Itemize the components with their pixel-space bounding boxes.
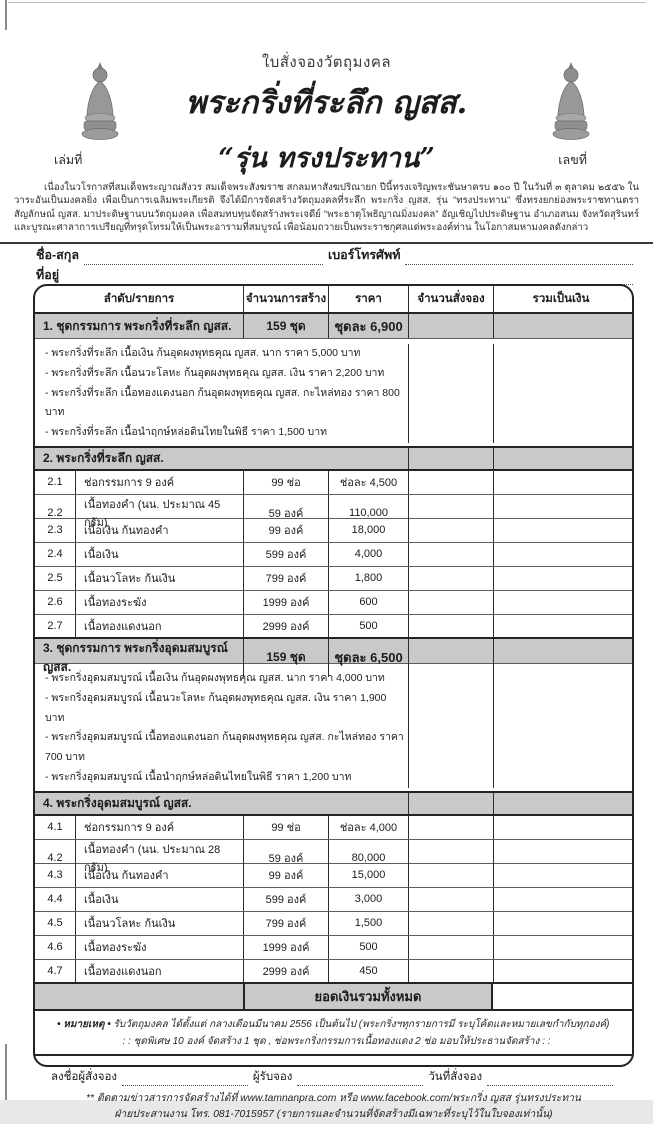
total-cell[interactable]: [493, 669, 628, 788]
total-cell[interactable]: [493, 864, 628, 887]
section3-title: 3. ชุดกรรมการ พระกริ่งอุดมสมบูรณ์ ญสส.: [43, 640, 228, 674]
row-price: 450: [328, 960, 408, 982]
table-row: [35, 519, 632, 543]
total-cell[interactable]: [493, 793, 628, 814]
row-item: เนื้อทองคำ (นน. ประมาณ 28 กรัม): [75, 840, 243, 876]
phone-field-label: เบอร์โทรศัพท์: [327, 248, 401, 262]
section1-title: 1. ชุดกรรมการ พระกริ่งที่ระลึก ญสส.: [43, 318, 232, 333]
total-cell[interactable]: [493, 344, 628, 443]
order-cell[interactable]: [408, 960, 493, 982]
column-header-item: ลำดับ/รายการ: [103, 293, 175, 305]
scan-artifact-line: [5, 1044, 7, 1100]
section3-header-row: [35, 639, 632, 674]
bullet-item: - พระกริ่งที่ระลึก เนื้อเงิน ก้นอุดผงพุทธคุณ ญสส. นาก ราคา 5,000 บาท: [45, 347, 361, 359]
customer-fields: [36, 248, 638, 288]
receiver-signature-label: ผู้รับจอง: [252, 1070, 293, 1083]
table-row: [35, 888, 632, 912]
grand-total-label: ยอดเงินรวมทั้งหมด: [243, 984, 493, 1009]
row-price: 15,000: [328, 864, 408, 887]
section2-header-row: [35, 448, 632, 471]
row-item: เนื้อนวโลหะ ก้นเงิน: [75, 567, 243, 590]
divider-line: [0, 242, 653, 244]
bullet-item: - พระกริ่งที่ระลึก เนื้อนำฤกษ์หล่อดินไทยในพิธี ราคา 1,500 บาท: [45, 426, 328, 439]
section1-qty: 159 ชุด: [243, 314, 328, 338]
order-cell[interactable]: [408, 669, 493, 788]
row-number: 4.4: [47, 893, 63, 906]
table-row: [35, 543, 632, 567]
order-cell[interactable]: [408, 793, 493, 814]
column-header-price: ราคา: [328, 286, 408, 312]
table-row: [35, 936, 632, 960]
order-cell[interactable]: [408, 448, 493, 469]
total-cell[interactable]: [493, 936, 628, 959]
address-input-line[interactable]: [64, 271, 633, 285]
section1-detail-row: [35, 339, 632, 448]
total-cell[interactable]: [493, 519, 628, 542]
total-row-spacer: [35, 984, 243, 1009]
order-table-box: [33, 284, 634, 1121]
section1-bullet-list: [35, 344, 408, 443]
column-header-total-amount: รวมเป็นเงิน: [493, 286, 628, 312]
note-line: : : ชุดพิเศษ 10 องค์ จัดสร้าง 1 ชุด , ช่อพระกริ่งกรรมการเนื้อทองแดง 2 ช่อ มอบให้ประธานจัดสร้าง : :: [122, 1035, 551, 1047]
row-item: ช่อกรรมการ 9 องค์: [75, 471, 243, 494]
order-cell[interactable]: [408, 864, 493, 887]
order-date-label: วันที่สั่งจอง: [428, 1070, 483, 1083]
row-qty: 59 องค์: [243, 495, 328, 531]
footer-section: [35, 1091, 632, 1124]
signature-row: [35, 1056, 632, 1088]
note-text: รับวัตถุมงคล ได้ตั้งแต่ กลางเดือนมีนาคม 2556 เป็นต้นไป (พระกริ่งฯทุกรายการมี ระบุโค้ดและหมายเลขกำกับทุกองค์): [110, 1018, 610, 1030]
column-header-order-quantity: จำนวนสั่งจอง: [408, 286, 493, 312]
page-title: พระกริ่งที่ระลึก ญสส.: [185, 85, 468, 121]
section3-price: ชุดละ 6,500: [328, 639, 408, 677]
row-item: เนื้อเงิน: [75, 543, 243, 566]
form-header: [0, 50, 653, 179]
table-row: [35, 912, 632, 936]
total-cell[interactable]: [493, 615, 628, 637]
phone-input-line[interactable]: [405, 251, 633, 265]
note-label: • หมายเหตุ •: [57, 1018, 111, 1030]
row-number: 2.2: [47, 506, 63, 519]
order-cell[interactable]: [408, 519, 493, 542]
table-row: [35, 567, 632, 591]
footer-contact-line: ** ติดตามข่าวสารการจัดสร้างได้ที่ www.tamnanpra.com หรือ www.facebook.com/พระกริ่ง ญสส รุ่นทรงประทาน: [86, 1092, 581, 1104]
section3-qty: 159 ชุด: [243, 639, 328, 677]
footer-phone-line: ฝ่ายประสานงาน โทร. 081-7015957 (รายการและจำนวนที่จัดสร้างมีเฉพาะที่ระบุไว้ในใบจองเท่านั้น): [114, 1109, 553, 1121]
row-item: เนื้อทองคำ (นน. ประมาณ 45 กรัม): [75, 495, 243, 531]
name-input-line[interactable]: [84, 251, 323, 265]
row-item: เนื้อเงิน ก้นทองคำ: [75, 864, 243, 887]
row-item: เนื้อทองแดงนอก: [75, 960, 243, 982]
row-qty: 2999 องค์: [243, 960, 328, 982]
total-cell[interactable]: [493, 912, 628, 935]
row-qty: 99 องค์: [243, 519, 328, 542]
order-cell[interactable]: [408, 543, 493, 566]
table-row: [35, 495, 632, 529]
section4-title: 4. พระกริ่งอุดมสมบูรณ์ ญสส.: [43, 795, 192, 810]
row-number: 2.7: [47, 619, 63, 632]
row-item: ช่อกรรมการ 9 องค์: [75, 816, 243, 839]
row-number: 4.2: [47, 851, 63, 864]
section3-bullet-list: [35, 669, 408, 788]
edition-title: “รุ่น ทรงประทาน”: [218, 143, 435, 174]
grand-total-row: [35, 984, 632, 1011]
document-number-label: เลขที่: [558, 153, 587, 167]
row-qty: 1999 องค์: [243, 591, 328, 614]
row-price: 110,000: [328, 495, 408, 531]
total-cell[interactable]: [493, 591, 628, 614]
section1-header-row: [35, 314, 632, 339]
order-cell[interactable]: [408, 567, 493, 590]
row-number: 4.6: [47, 941, 63, 954]
table-row: [35, 615, 632, 639]
row-qty: 99 องค์: [243, 864, 328, 887]
row-price: 3,000: [328, 888, 408, 911]
row-number: 2.4: [47, 548, 63, 561]
order-cell[interactable]: [408, 471, 493, 494]
table-header-row: [35, 286, 632, 314]
row-number: 2.5: [47, 572, 63, 585]
row-item: เนื้อทองระฆัง: [75, 936, 243, 959]
order-cell[interactable]: [408, 936, 493, 959]
row-item: เนื้อทองระฆัง: [75, 591, 243, 614]
row-price: 18,000: [328, 519, 408, 542]
row-number: 4.7: [47, 964, 63, 977]
note-line: [57, 1016, 616, 1033]
row-qty: 99 ช่อ: [243, 816, 328, 839]
intro-paragraph: เนื่องในวโรกาสที่สมเด็จพระญาณสังวร สมเด็จพระสังฆราช สกลมหาสังฆปริณายก ปีนี้ทรงเจริญพระชันษาครบ ๑๐๐ ปี ในวันที่ ๓ ตุลาคม ๒๕๕๖ ในวาระอันเป็นมงคลยิ่ง เพื่อเป็นการเฉลิมพระเกียรติ จึงได้มีการจัดสร้างวัตถุมงคลที่ระลึก พระกริ่ง ญสส. รุ่น “ทรงประทาน” ซึ่งทรงยกย่องพระราชทานตราสัญลักษณ์ ญสส. มาประดิษฐานบนวัตถุมงคล เพื่อสมทบทุนจัดสร้างพระเจดีย์ “พระธาตุโพธิญาณมิ่งมงคล” อัญเชิญไปประดิษฐาน อำเภอสนม จังหวัดสุรินทร์ และบูรณะศาลาการเปรียญที่ทรุดโทรมให้เป็นพระอารามที่สมบูรณ์ เพื่อน้อมถวายเป็นพระราชกุศลแด่พระองค์ท่าน ในโอกาสมหามงคลดังกล่าว: [14, 182, 639, 234]
row-number: 4.1: [47, 821, 63, 834]
total-cell[interactable]: [493, 960, 628, 982]
scan-artifact-line: [5, 0, 7, 30]
row-price: 4,000: [328, 543, 408, 566]
grand-total-cell[interactable]: [493, 984, 628, 1009]
bullet-item: - พระกริ่งที่ระลึก เนื้อนวะโลหะ ก้นอุดผงพุทธคุณ ญสส. เงิน ราคา 2,200 บาท: [45, 366, 385, 379]
row-number: 4.3: [47, 869, 63, 882]
row-qty: 799 องค์: [243, 567, 328, 590]
total-cell[interactable]: [493, 888, 628, 911]
row-item: เนื้อเงิน ก้นทองคำ: [75, 519, 243, 542]
order-cell[interactable]: [408, 888, 493, 911]
total-cell[interactable]: [493, 543, 628, 566]
section3-detail-row: [35, 664, 632, 793]
address-field-label: ที่อยู่: [36, 268, 60, 282]
total-cell[interactable]: [493, 448, 628, 469]
receiver-signature-line[interactable]: [297, 1072, 423, 1086]
bullet-item: - พระกริ่งอุดมสมบูรณ์ เนื้อนวะโลหะ ก้นอุดผงพุทธคุณ ญสส. เงิน ราคา 1,900 บาท: [45, 691, 387, 724]
row-number: 2.3: [47, 524, 63, 537]
table-row: [35, 816, 632, 840]
section4-header-row: [35, 793, 632, 816]
row-qty: 59 องค์: [243, 840, 328, 876]
section1-total-cell[interactable]: [493, 314, 628, 338]
row-price: ช่อละ 4,500: [328, 471, 408, 494]
table-row: [35, 591, 632, 615]
row-qty: 599 องค์: [243, 543, 328, 566]
bullet-item: - พระกริ่งที่ระลึก เนื้อทองแดงนอก ก้นอุดผงพุทธคุณ ญสส. กะไหล่ทอง ราคา 800 บาท: [45, 386, 400, 419]
name-field-label: ชื่อ-สกุล: [36, 248, 80, 262]
order-cell[interactable]: [408, 816, 493, 839]
scan-artifact-line: [8, 2, 646, 3]
row-qty: 1999 องค์: [243, 936, 328, 959]
row-price: ช่อละ 4,000: [328, 816, 408, 839]
row-number: 4.5: [47, 917, 63, 930]
row-item: เนื้อนวโลหะ ก้นเงิน: [75, 912, 243, 935]
row-qty: 799 องค์: [243, 912, 328, 935]
bullet-item: - พระกริ่งอุดมสมบูรณ์ เนื้อเงิน ก้นอุดผงพุทธคุณ ญสส. นาก ราคา 4,000 บาท: [45, 671, 385, 684]
row-price: 600: [328, 591, 408, 614]
row-price: 500: [328, 936, 408, 959]
order-cell[interactable]: [408, 344, 493, 443]
form-subtitle: ใบสั่งจองวัตถุมงคล: [261, 54, 392, 71]
section1-order-cell[interactable]: [408, 314, 493, 338]
total-cell[interactable]: [493, 567, 628, 590]
total-cell[interactable]: [493, 471, 628, 494]
row-item: เนื้อเงิน: [75, 888, 243, 911]
row-price: 500: [328, 615, 408, 637]
total-cell[interactable]: [493, 816, 628, 839]
table-row: [35, 864, 632, 888]
order-cell[interactable]: [408, 615, 493, 637]
section2-title: 2. พระกริ่งที่ระลึก ญสส.: [43, 450, 164, 465]
order-date-line[interactable]: [487, 1072, 613, 1086]
row-number: 2.6: [47, 596, 63, 609]
row-qty: 2999 องค์: [243, 615, 328, 637]
table-row: [35, 960, 632, 984]
orderer-signature-line[interactable]: [122, 1072, 248, 1086]
column-header-quantity-made: จำนวนการสร้าง: [243, 286, 328, 312]
row-price: 1,800: [328, 567, 408, 590]
section1-price: ชุดละ 6,900: [328, 314, 408, 338]
row-qty: 99 ช่อ: [243, 471, 328, 494]
volume-number-label: เล่มที่: [54, 153, 83, 167]
notes-section: [35, 1011, 632, 1056]
order-cell[interactable]: [408, 591, 493, 614]
row-number: 2.1: [47, 476, 63, 489]
table-row: [35, 840, 632, 874]
row-price: 1,500: [328, 912, 408, 935]
row-price: 80,000: [328, 840, 408, 876]
order-cell[interactable]: [408, 912, 493, 935]
bullet-item: - พระกริ่งอุดมสมบูรณ์ เนื้อนำฤกษ์หล่อดินไทยในพิธี ราคา 1,200 บาท: [45, 770, 352, 783]
table-row: [35, 471, 632, 495]
row-item: เนื้อทองแดงนอก: [75, 615, 243, 637]
row-qty: 599 องค์: [243, 888, 328, 911]
orderer-signature-label: ลงชื่อผู้สั่งจอง: [51, 1070, 118, 1083]
bullet-item: - พระกริ่งอุดมสมบูรณ์ เนื้อทองแดงนอก ก้นอุดผงพุทธคุณ ญสส. กะไหล่ทอง ราคา 700 บาท: [45, 731, 404, 764]
